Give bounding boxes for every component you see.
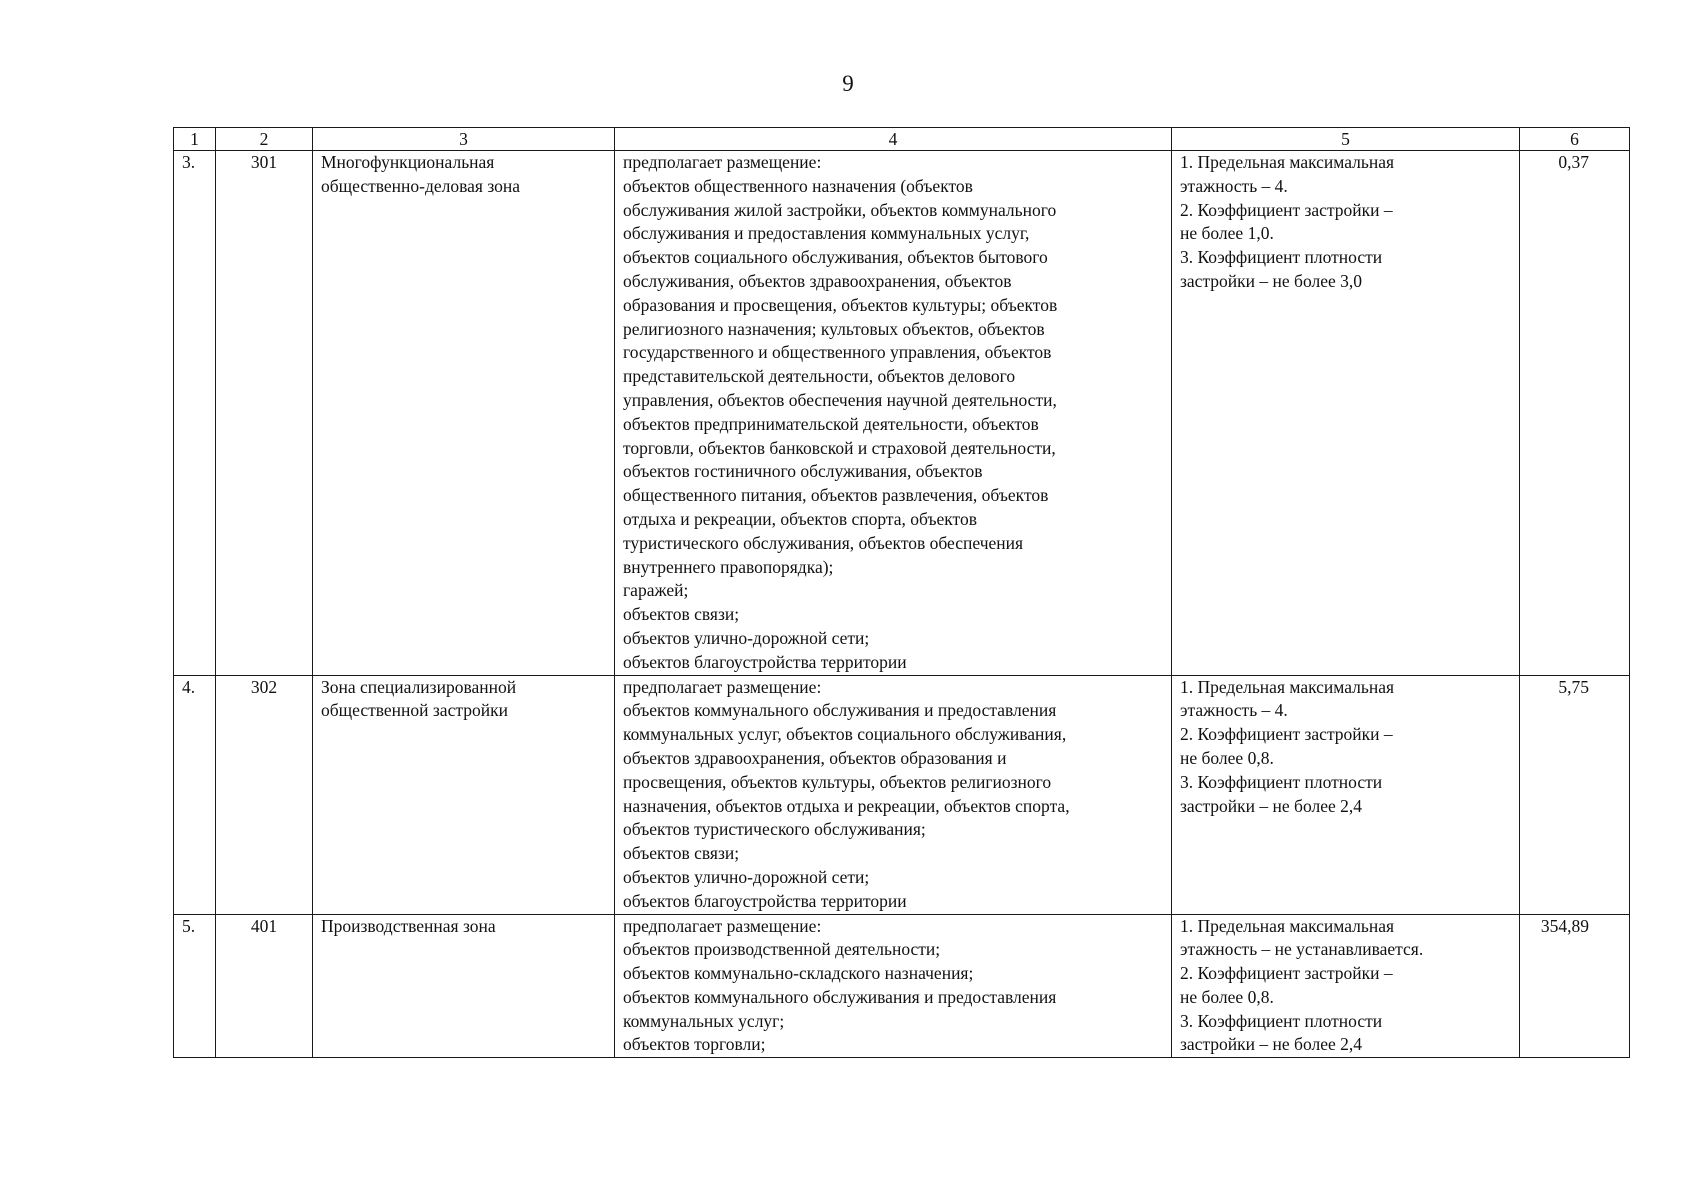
param-line: 2. Коэффициент застройки – [1180, 199, 1393, 220]
uses-line: объектов туристического обслуживания; [623, 819, 926, 840]
uses-line: объектов улично-дорожной сети; [623, 627, 870, 648]
column-header: 6 [1520, 128, 1630, 151]
zone-name [313, 151, 615, 676]
zones-table [173, 127, 1630, 1058]
uses-line: религиозного назначения; культовых объектов, объектов [623, 318, 1045, 339]
uses-line: управления, объектов обеспечения научной деятельности, [623, 389, 1057, 410]
uses-line: отдыха и рекреации, объектов спорта, объектов [623, 508, 977, 529]
param-line: 2. Коэффициент застройки – [1180, 724, 1393, 745]
zone-code: 301 [216, 151, 313, 676]
uses-line: объектов общественного назначения (объектов [623, 175, 973, 196]
uses-line: объектов предпринимательской деятельности, объектов [623, 413, 1039, 434]
uses-line: объектов торговли; [623, 1034, 766, 1055]
zone-name-line: общественно-деловая зона [321, 175, 521, 196]
param-line: 3. Коэффициент плотности [1180, 247, 1383, 268]
table-row [174, 151, 1630, 676]
building-parameters [1172, 675, 1520, 914]
param-line: застройки – не более 2,4 [1180, 795, 1362, 816]
uses-line: представительской деятельности, объектов делового [623, 366, 1016, 387]
page-number: 9 [842, 71, 854, 96]
row-number: 4. [174, 675, 216, 914]
zone-area: 354,89 [1520, 914, 1630, 1058]
uses-line: торговли, объектов банковской и страховой деятельности, [623, 437, 1056, 458]
uses-line: обслуживания, объектов здравоохранения, объектов [623, 270, 1012, 291]
zone-name [313, 675, 615, 914]
uses-line: объектов улично-дорожной сети; [623, 866, 870, 887]
uses-line: предполагает размещение: [623, 676, 822, 697]
uses-line: объектов здравоохранения, объектов образования и [623, 747, 1007, 768]
uses-line: объектов коммунально-складского назначения; [623, 963, 974, 984]
column-header: 1 [174, 128, 216, 151]
param-line: 1. Предельная максимальная [1180, 676, 1395, 697]
uses-line: объектов благоустройства территории [623, 651, 907, 672]
uses-line: объектов коммунального обслуживания и предоставления [623, 986, 1057, 1007]
uses-line: коммунальных услуг, объектов социального обслуживания, [623, 724, 1067, 745]
param-line: не более 0,8. [1180, 986, 1274, 1007]
uses-line: объектов социального обслуживания, объектов бытового [623, 247, 1048, 268]
uses-line: объектов гостиничного обслуживания, объектов [623, 461, 983, 482]
column-header: 4 [615, 128, 1172, 151]
uses-line: гаражей; [623, 580, 689, 601]
uses-line: образования и просвещения, объектов культуры; объектов [623, 294, 1058, 315]
row-number: 5. [174, 914, 216, 1058]
table-row [174, 914, 1630, 1058]
param-line: не более 0,8. [1180, 747, 1274, 768]
param-line: 3. Коэффициент плотности [1180, 1010, 1383, 1031]
param-line: не более 1,0. [1180, 223, 1274, 244]
uses-line: объектов благоустройства территории [623, 890, 907, 911]
uses-line: просвещения, объектов культуры, объектов религиозного [623, 771, 1052, 792]
permitted-uses [615, 675, 1172, 914]
uses-line: объектов коммунального обслуживания и предоставления [623, 700, 1057, 721]
uses-line: объектов производственной деятельности; [623, 939, 941, 960]
uses-line: предполагает размещение: [623, 152, 822, 172]
permitted-uses [615, 914, 1172, 1058]
uses-line: обслуживания жилой застройки, объектов коммунального [623, 199, 1057, 220]
param-line: 1. Предельная максимальная [1180, 152, 1395, 172]
uses-line: назначения, объектов отдыха и рекреации, объектов спорта, [623, 795, 1070, 816]
zone-name-line: Производственная зона [321, 915, 496, 936]
zone-area: 0,37 [1520, 151, 1630, 676]
zone-name-line: Зона специализированной [321, 676, 517, 697]
param-line: 1. Предельная максимальная [1180, 915, 1395, 936]
zone-code: 401 [216, 914, 313, 1058]
column-header: 2 [216, 128, 313, 151]
zone-name [313, 914, 615, 1058]
uses-line: общественного питания, объектов развлечения, объектов [623, 485, 1049, 506]
param-line: застройки – не более 3,0 [1180, 270, 1362, 291]
zone-code: 302 [216, 675, 313, 914]
table-row [174, 675, 1630, 914]
param-line: 3. Коэффициент плотности [1180, 771, 1383, 792]
uses-line: предполагает размещение: [623, 915, 822, 936]
uses-line: объектов связи; [623, 843, 740, 864]
uses-line: государственного и общественного управления, объектов [623, 342, 1052, 363]
param-line: застройки – не более 2,4 [1180, 1034, 1362, 1055]
uses-line: коммунальных услуг; [623, 1010, 785, 1031]
zone-name-line: Многофункциональная [321, 152, 495, 172]
zone-name-line: общественной застройки [321, 700, 508, 721]
uses-line: туристического обслуживания, объектов обеспечения [623, 532, 1024, 553]
table-header-row [174, 128, 1630, 151]
zone-area: 5,75 [1520, 675, 1630, 914]
column-header: 3 [313, 128, 615, 151]
param-line: 2. Коэффициент застройки – [1180, 963, 1393, 984]
uses-line: объектов связи; [623, 604, 740, 625]
uses-line: обслуживания и предоставления коммунальных услуг, [623, 223, 1030, 244]
building-parameters [1172, 151, 1520, 676]
uses-line: внутреннего правопорядка); [623, 556, 834, 577]
param-line: этажность – 4. [1180, 175, 1288, 196]
permitted-uses [615, 151, 1172, 676]
column-header: 5 [1172, 128, 1520, 151]
building-parameters [1172, 914, 1520, 1058]
param-line: этажность – не устанавливается. [1180, 939, 1424, 960]
param-line: этажность – 4. [1180, 700, 1288, 721]
row-number: 3. [174, 151, 216, 676]
